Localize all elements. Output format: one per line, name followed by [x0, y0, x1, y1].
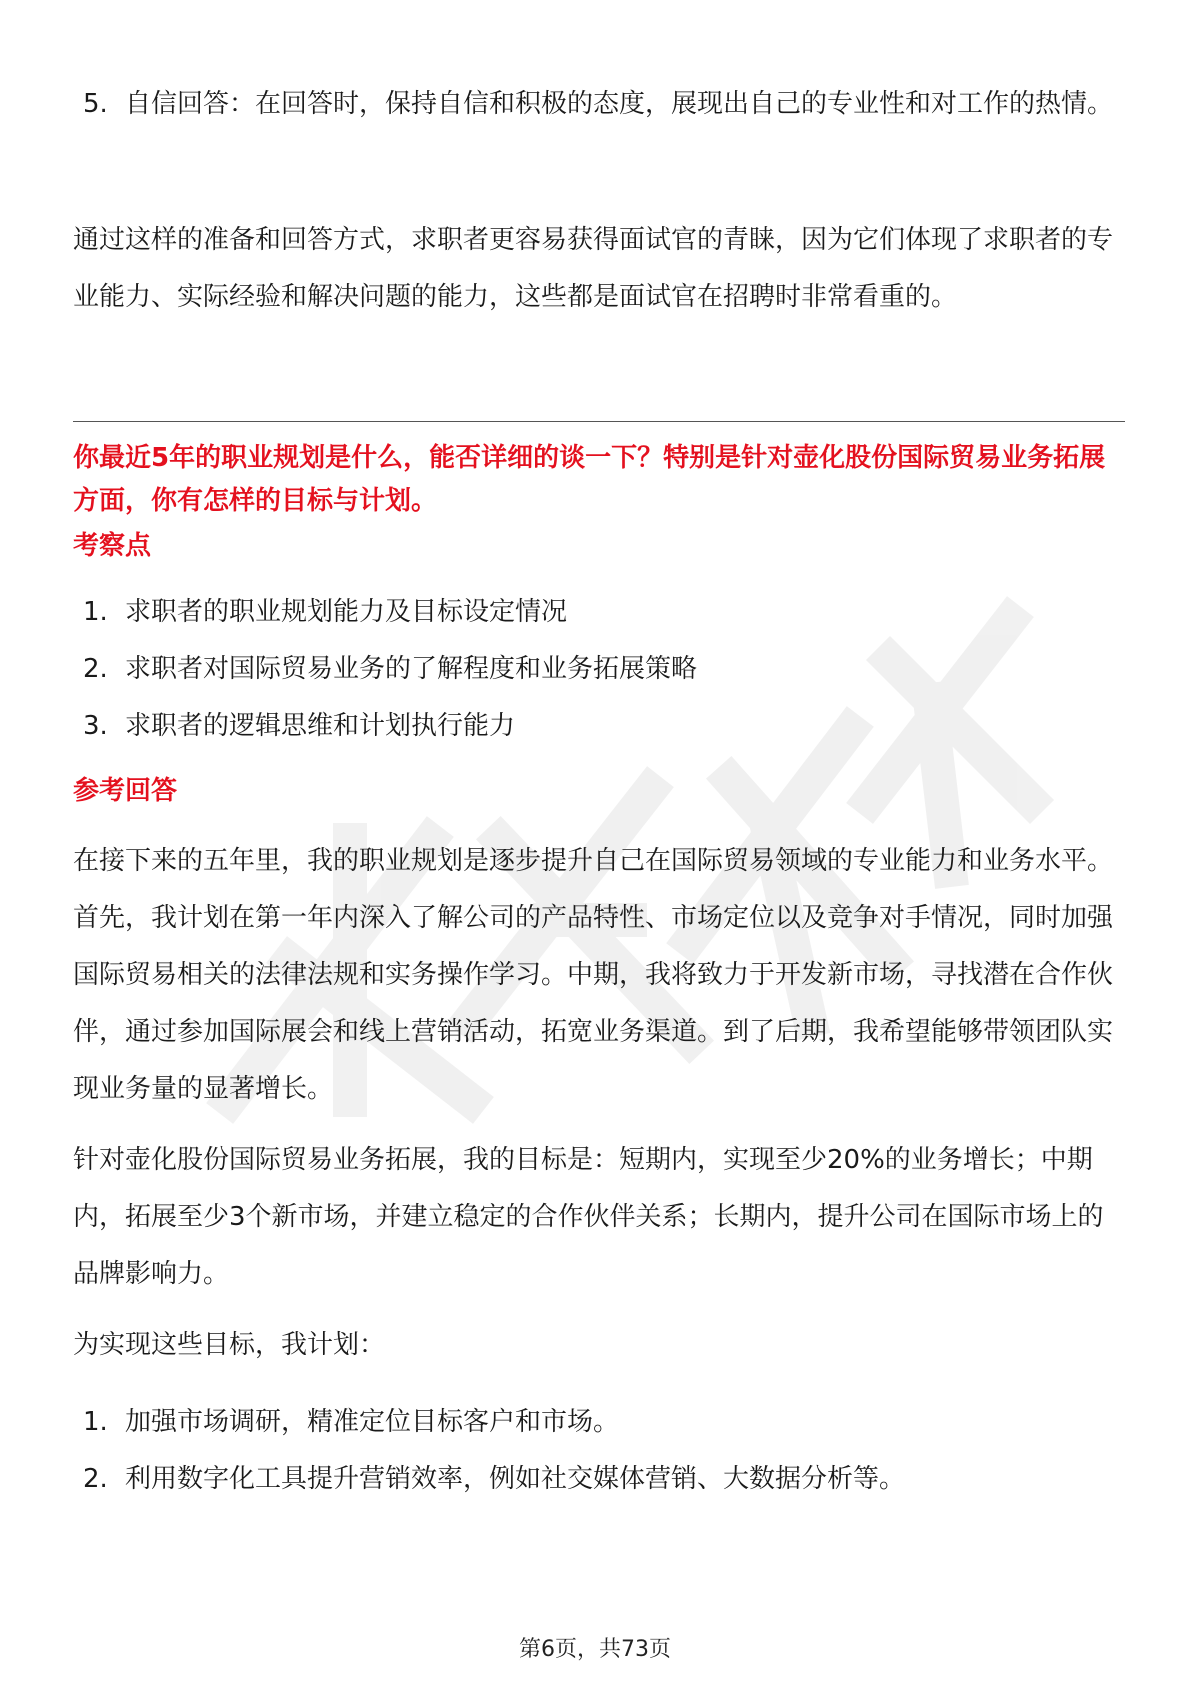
- section-divider: [73, 421, 1125, 422]
- kaochadian-list: [73, 584, 1125, 755]
- list-item-text: 求职者的逻辑思维和计划执行能力: [125, 711, 516, 741]
- list-item-number: 1.: [83, 1407, 108, 1437]
- page-footer: 第6页，共73页: [519, 1637, 671, 1662]
- list-item-number: 5.: [83, 89, 108, 119]
- list-item-text: 求职者的职业规划能力及目标设定情况: [125, 597, 568, 627]
- list-item-text: 利用数字化工具提升营销效率，例如社交媒体营销、大数据分析等。: [125, 1464, 906, 1494]
- answer-paragraph: 针对壶化股份国际贸易业务拓展，我的目标是：短期内，实现至少20%的业务增长；中期内，拓展至少3个新市场，并建立稳定的合作伙伴关系；长期内，提升公司在国际市场上的品牌影响力。: [73, 1145, 1104, 1289]
- intro-paragraph: 通过这样的准备和回答方式，求职者更容易获得面试官的青睐，因为它们体现了求职者的专业能力、实际经验和解决问题的能力，这些都是面试官在招聘时非常看重的。: [73, 225, 1114, 312]
- list-item-text: 自信回答：在回答时，保持自信和积极的态度，展现出自己的专业性和对工作的热情。: [125, 89, 1114, 119]
- question-heading: 你最近5年的职业规划是什么，能否详细的谈一下？特别是针对壶化股份国际贸易业务拓展方面，你有怎样的目标与计划。: [73, 443, 1106, 516]
- list-item: [73, 1394, 1125, 1451]
- list-item-text: 求职者对国际贸易业务的了解程度和业务拓展策略: [125, 654, 698, 684]
- kaochadian-heading: 考察点: [73, 531, 152, 561]
- list-item-number: 3.: [83, 711, 108, 741]
- list-item: [73, 641, 1125, 698]
- list-item: [73, 76, 1125, 133]
- plan-list: [73, 1394, 1125, 1508]
- answer-paragraph: 为实现这些目标，我计划：: [73, 1330, 386, 1360]
- answer-paragraph: 在接下来的五年里，我的职业规划是逐步提升自己在国际贸易领域的专业能力和业务水平。首先，我计划在第一年内深入了解公司的产品特性、市场定位以及竞争对手情况，同时加强国际贸易相关的法律法规和实务操作学习。中期，我将致力于开发新市场，寻找潜在合作伙伴，通过参加国际展会和线上营销活动，拓宽业务渠道。到了后期，我希望能够带领团队实现业务量的显著增长。: [73, 846, 1114, 1104]
- top-list: [73, 76, 1125, 133]
- list-item-text: 加强市场调研，精准定位目标客户和市场。: [125, 1407, 620, 1437]
- list-item-number: 2.: [83, 654, 108, 684]
- list-item: [73, 698, 1125, 755]
- list-item: [73, 1451, 1125, 1508]
- answer-heading: 参考回答: [73, 776, 178, 806]
- list-item: [73, 584, 1125, 641]
- list-item-number: 2.: [83, 1464, 108, 1494]
- list-item-number: 1.: [83, 597, 108, 627]
